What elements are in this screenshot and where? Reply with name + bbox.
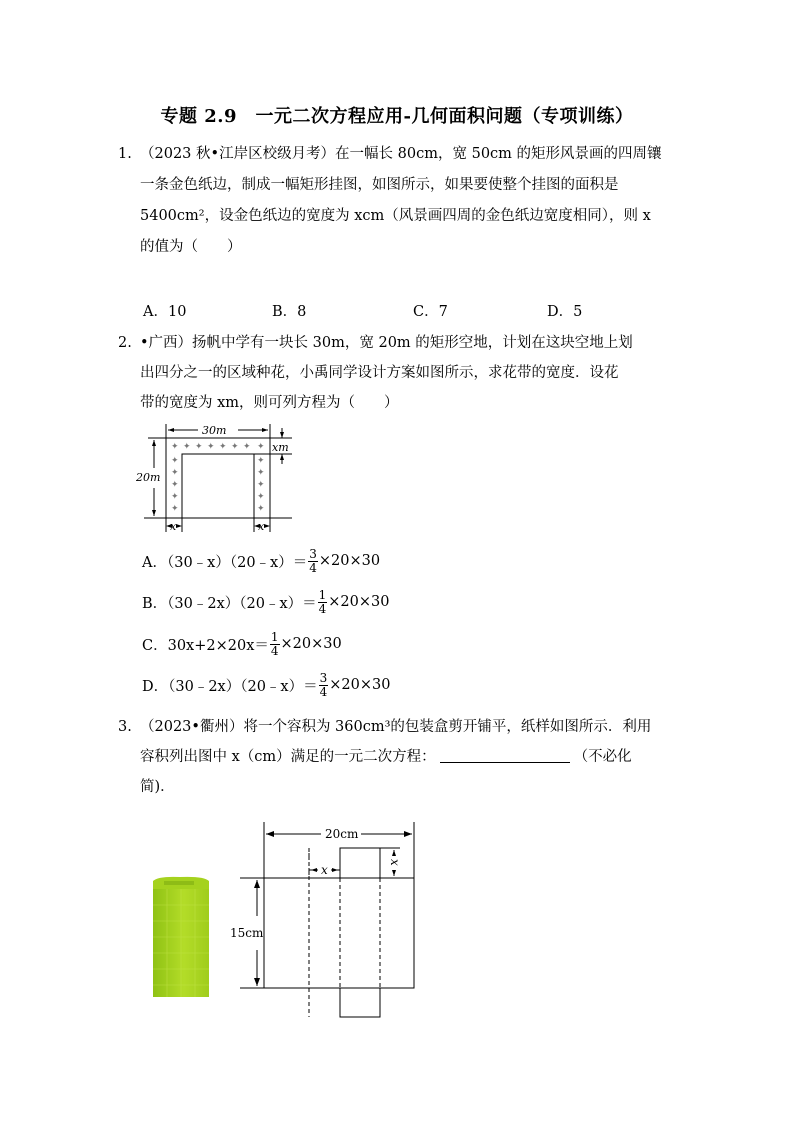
q1-number: 1. (118, 146, 132, 162)
svg-text:✦: ✦ (257, 504, 265, 514)
q3-net-main-rect (264, 878, 414, 988)
q2-option-a-text: A．（30﹣x）（20﹣x）＝ (142, 554, 308, 571)
svg-text:✦: ✦ (207, 442, 215, 452)
q2-line-3: 带的宽度为 xm，则可列方程为（ ） (140, 395, 399, 411)
q2-fig-xm-label: xm (272, 441, 289, 454)
q2-fig-length-label: 30m (202, 424, 227, 437)
q2-option-a-fraction: $\frac{3}{4}$ (309, 546, 317, 575)
svg-text:✦: ✦ (257, 456, 265, 466)
q2-line-1: •广西）扬帆中学有一块长 30m，宽 20m 的矩形空地，计划在这块空地上划 (140, 335, 633, 351)
q3-line-1: （2023•衢州）将一个容积为 360cm³的包装盒剪开铺平，纸样如图所示．利用 (140, 719, 652, 735)
q3-number: 3. (118, 719, 132, 735)
q2-option-a[interactable] (142, 546, 380, 576)
q2-option-d[interactable] (142, 670, 390, 700)
q1-option-d[interactable]: D．5 (547, 304, 583, 320)
q2-figure (136, 420, 296, 535)
q2-inner-rect (182, 454, 254, 518)
q1-option-c[interactable]: C．7 (413, 304, 448, 320)
q3-package-box-image (150, 875, 212, 1000)
q3-fig-x-horizontal-label: x (321, 863, 328, 877)
q3-net-bottom-flap (340, 988, 380, 1017)
q3-line-2-text: 容积列出图中 x（cm）满足的一元二次方程： (140, 749, 436, 765)
q1-option-b[interactable]: B．8 (272, 304, 307, 320)
page-title: 专题 2.9 一元二次方程应用-几何面积问题（专项训练） (160, 106, 634, 127)
svg-text:✦: ✦ (243, 442, 251, 452)
q3-net-figure (225, 818, 425, 1023)
q2-option-b-tail: ×20×30 (328, 594, 390, 610)
q3-net-top-flap (340, 848, 380, 878)
q2-option-c[interactable] (142, 629, 342, 659)
q2-fig-x-right-label: x (258, 520, 265, 533)
q1-option-a[interactable]: A．10 (143, 304, 187, 320)
q1-line-2: 一条金色纸边，制成一幅矩形挂图，如图所示，如果要使整个挂图的面积是 (140, 177, 619, 193)
q3-fig-width-label: 20cm (325, 827, 359, 841)
svg-text:✦: ✦ (219, 442, 227, 452)
svg-text:✦: ✦ (257, 442, 265, 452)
q1-line-4: 的值为（ ） (140, 239, 242, 255)
svg-text:✦: ✦ (171, 504, 179, 514)
svg-text:✦: ✦ (171, 468, 179, 478)
q3-fig-x-vertical-label: x (388, 859, 402, 866)
svg-text:✦: ✦ (231, 442, 239, 452)
q3-fig-height-label: 15cm (230, 926, 264, 940)
svg-text:✦: ✦ (171, 492, 179, 502)
svg-text:✦: ✦ (195, 442, 203, 452)
q2-option-b[interactable] (142, 587, 389, 617)
q2-option-b-text: B．（30﹣2x）（20﹣x）＝ (142, 595, 317, 612)
q1-line-1: （2023 秋•江岸区校级月考）在一幅长 80cm，宽 50cm 的矩形风景画的四周镶 (140, 146, 662, 162)
q3-line-2 (140, 747, 632, 767)
svg-text:✦: ✦ (257, 468, 265, 478)
svg-text:✦: ✦ (257, 492, 265, 502)
q2-fig-x-left-label: x (170, 520, 177, 533)
q3-answer-blank[interactable] (440, 748, 570, 763)
svg-text:✦: ✦ (171, 442, 179, 452)
svg-text:✦: ✦ (171, 480, 179, 490)
q2-option-d-tail: ×20×30 (329, 677, 391, 693)
svg-text:✦: ✦ (171, 456, 179, 466)
q3-line-3: 简)． (140, 779, 175, 795)
q2-flower-marks (171, 442, 265, 514)
svg-text:✦: ✦ (183, 442, 191, 452)
q2-option-c-text: C．30x+2×20x＝ (142, 637, 269, 654)
q2-line-2: 出四分之一的区域种花，小禹同学设计方案如图所示，求花带的宽度．设花 (140, 365, 619, 381)
q1-line-3: 5400cm²，设金色纸边的宽度为 xcm（风景画四周的金色纸边宽度相同），则 x (140, 208, 651, 224)
q2-fig-width-label: 20m (136, 471, 161, 484)
q2-option-d-fraction: $\frac{3}{4}$ (319, 670, 328, 699)
q2-option-d-text: D．（30﹣2x）（20﹣x）＝ (142, 678, 318, 695)
q2-option-c-tail: ×20×30 (280, 636, 342, 652)
q2-option-a-tail: ×20×30 (318, 553, 381, 569)
q3-line-2-tail: （不必化 (573, 749, 632, 765)
q2-number: 2. (118, 335, 132, 351)
q2-option-c-fraction: $\frac{1}{4}$ (270, 629, 279, 658)
q2-option-b-fraction: $\frac{1}{4}$ (318, 587, 327, 616)
svg-text:✦: ✦ (257, 480, 265, 490)
